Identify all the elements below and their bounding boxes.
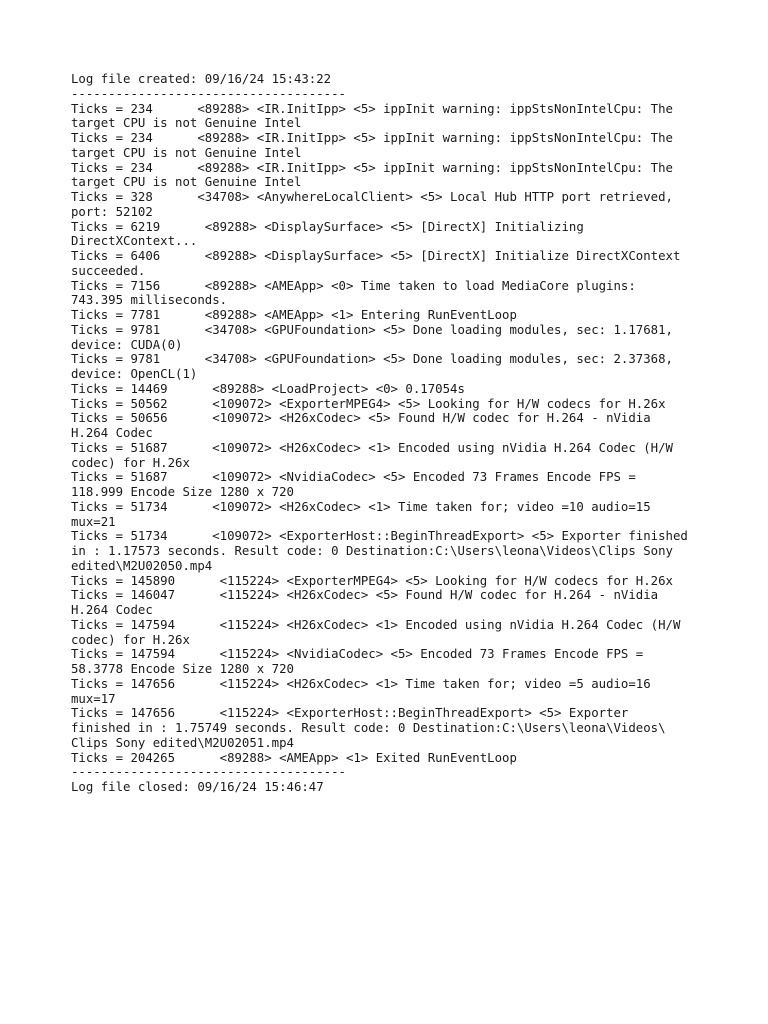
log-line: H.264 Codec: [71, 426, 153, 440]
log-line: codec) for H.26x: [71, 632, 190, 647]
log-line: device: CUDA(0): [71, 337, 183, 352]
log-line: Ticks = 147656 <115224> <ExporterHost::BeginThreadExport> <5> Exporter: [71, 706, 629, 721]
log-separator-top: -------------------------------------: [71, 86, 346, 101]
log-line: port: 52102: [71, 204, 153, 219]
log-line: Ticks = 51734 <109072> <H26xCodec> <1> Time taken for; video =10 audio=15: [71, 499, 651, 514]
log-separator-bottom: -------------------------------------: [71, 765, 346, 780]
log-line: Ticks = 51687 <109072> <H26xCodec> <1> Encoded using nVidia H.264 Codec (H/W: [71, 440, 673, 455]
log-body: [71, 102, 711, 766]
log-line: Ticks = 6219 <89288> <DisplaySurface> <5> [DirectX] Initializing: [71, 219, 584, 234]
log-line: Clips Sony edited\M2U02051.mp4: [71, 735, 294, 750]
log-document: [71, 72, 711, 795]
log-line: Ticks = 204265 <89288> <AMEApp> <1> Exited RunEventLoop: [71, 750, 517, 765]
log-line: mux=21: [71, 514, 116, 529]
log-line: Ticks = 147656 <115224> <H26xCodec> <1> Time taken for; video =5 audio=16: [71, 676, 651, 691]
log-line: H.264 Codec: [71, 603, 153, 617]
log-line: target CPU is not Genuine Intel: [71, 145, 302, 160]
log-line: target CPU is not Genuine Intel: [71, 175, 302, 190]
log-line: target CPU is not Genuine Intel: [71, 116, 302, 131]
log-line: Ticks = 147594 <115224> <H26xCodec> <1> Encoded using nVidia H.264 Codec (H/W: [71, 617, 681, 632]
log-line: 58.3778 Encode Size 1280 x 720: [71, 662, 294, 676]
log-line: Ticks = 145890 <115224> <ExporterMPEG4> <5> Looking for H/W codecs for H.26x: [71, 573, 673, 588]
log-line: edited\M2U02050.mp4: [71, 558, 213, 573]
log-line: Ticks = 147594 <115224> <NvidiaCodec> <5> Encoded 73 Frames Encode FPS =: [71, 647, 644, 662]
log-line: Ticks = 234 <89288> <IR.InitIpp> <5> ippInit warning: ippStsNonIntelCpu: The: [71, 160, 673, 175]
log-line: DirectXContext...: [71, 234, 198, 249]
log-line: succeeded.: [71, 263, 146, 278]
log-line: device: OpenCL(1): [71, 367, 198, 381]
log-line: mux=17: [71, 691, 116, 706]
log-footer: Log file closed: 09/16/24 15:46:47: [71, 780, 324, 794]
log-line: 118.999 Encode Size 1280 x 720: [71, 485, 294, 499]
log-line: finished in : 1.75749 seconds. Result code: 0 Destination:C:\Users\leona\Videos\: [71, 721, 666, 735]
log-line: Ticks = 51734 <109072> <ExporterHost::BeginThreadExport> <5> Exporter finished: [71, 529, 688, 544]
log-line: Ticks = 50656 <109072> <H26xCodec> <5> Found H/W codec for H.264 - nVidia: [71, 411, 651, 426]
log-header: Log file created: 09/16/24 15:43:22: [71, 72, 332, 86]
log-line: Ticks = 7156 <89288> <AMEApp> <0> Time taken to load MediaCore plugins:: [71, 278, 636, 293]
log-line: Ticks = 234 <89288> <IR.InitIpp> <5> ippInit warning: ippStsNonIntelCpu: The: [71, 131, 673, 145]
log-line: Ticks = 9781 <34708> <GPUFoundation> <5> Done loading modules, sec: 1.17681,: [71, 322, 673, 337]
log-line: Ticks = 146047 <115224> <H26xCodec> <5> Found H/W codec for H.264 - nVidia: [71, 588, 659, 603]
log-line: in : 1.17573 seconds. Result code: 0 Destination:C:\Users\leona\Videos\Clips Sony: [71, 544, 673, 558]
log-line: Ticks = 9781 <34708> <GPUFoundation> <5> Done loading modules, sec: 2.37368,: [71, 352, 673, 367]
log-line: codec) for H.26x: [71, 455, 190, 470]
log-line: Ticks = 7781 <89288> <AMEApp> <1> Entering RunEventLoop: [71, 308, 517, 322]
log-line: Ticks = 14469 <89288> <LoadProject> <0> 0.17054s: [71, 381, 465, 396]
log-line: Ticks = 50562 <109072> <ExporterMPEG4> <5> Looking for H/W codecs for H.26x: [71, 396, 666, 411]
log-line: Ticks = 6406 <89288> <DisplaySurface> <5> [DirectX] Initialize DirectXContext: [71, 249, 681, 263]
log-line: Ticks = 234 <89288> <IR.InitIpp> <5> ippInit warning: ippStsNonIntelCpu: The: [71, 101, 673, 116]
log-line: Ticks = 328 <34708> <AnywhereLocalClient> <5> Local Hub HTTP port retrieved,: [71, 190, 673, 204]
log-line: 743.395 milliseconds.: [71, 293, 228, 308]
log-line: Ticks = 51687 <109072> <NvidiaCodec> <5> Encoded 73 Frames Encode FPS =: [71, 470, 636, 485]
